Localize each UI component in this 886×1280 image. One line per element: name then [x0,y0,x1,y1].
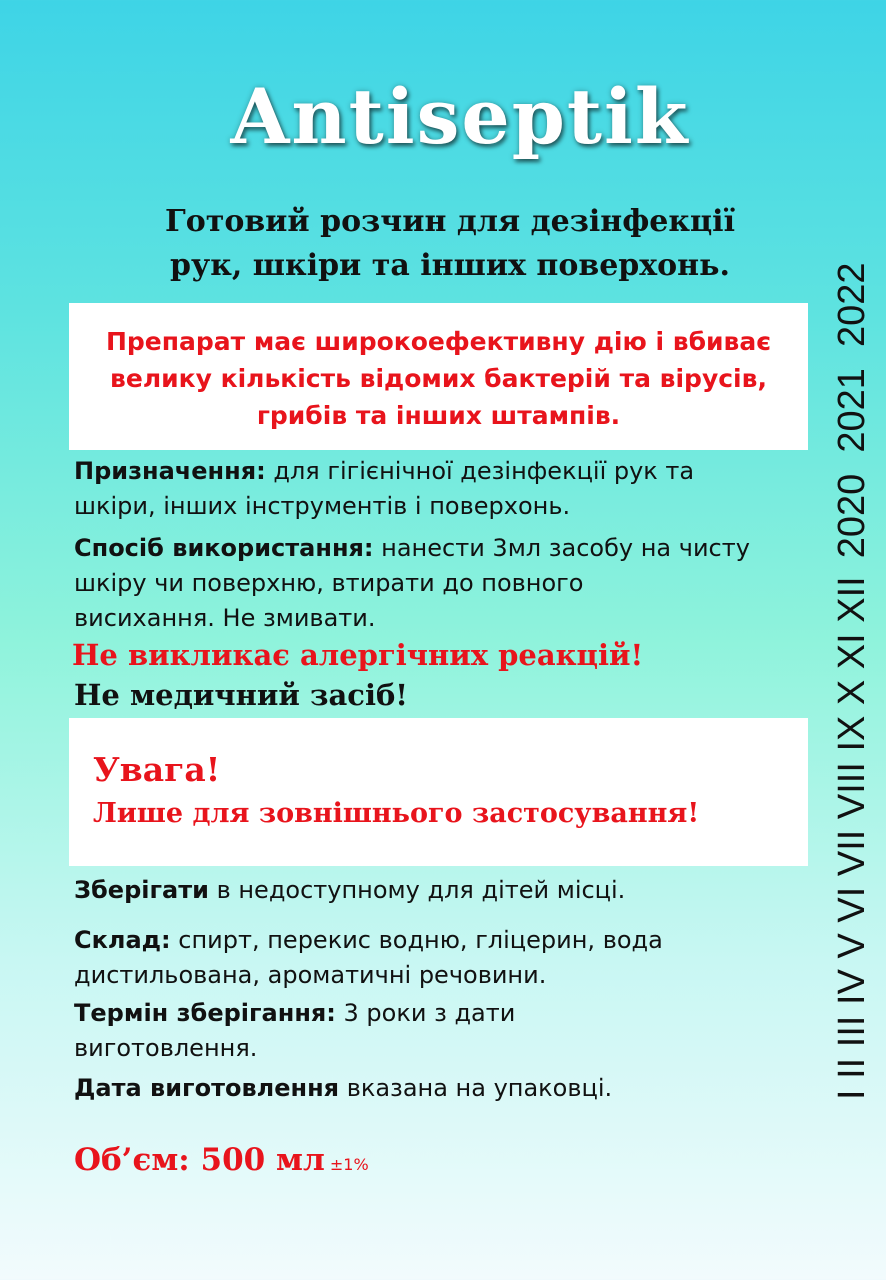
purpose-text-2: шкіри, інших інструментів і поверхонь. [74,492,571,520]
shelf-life-text-2: виготовлення. [74,1034,258,1062]
purpose-text-1: для гігієнічної дезінфекції рук та [265,457,695,485]
efficacy-notice-text [69,323,808,434]
subtitle [0,200,886,288]
notice-line-1: Препарат має широкоефективну дію і вбиває [105,327,772,356]
notice-line-2: велику кількість відомих бактерій та вірусів, [110,364,767,393]
manufacture-date-text: вказана на упаковці. [339,1074,613,1102]
side-date-marks [830,220,874,1100]
storage-text: в недоступному для дітей місці. [208,876,626,904]
efficacy-notice-box [69,303,808,450]
manufacture-date-paragraph [74,1071,824,1106]
warning-text: Лише для зовнішнього застосування! [93,798,700,829]
volume [74,1142,369,1178]
not-medical-note: Не медичний засіб! [74,678,409,712]
composition-paragraph [74,923,824,993]
usage-text-3: висихання. Не змивати. [74,604,376,632]
volume-tolerance: ±1% [324,1155,369,1174]
purpose-paragraph [74,454,824,524]
usage-paragraph [74,531,824,636]
purpose-label: Призначення: [74,457,266,485]
subtitle-line-2: рук, шкіри та інших поверхонь. [170,248,730,283]
warning-title: Увага! [93,750,221,789]
volume-label: Об’єм: 500 мл [74,1142,325,1178]
year-marks: 2020 2021 2022 [831,262,873,559]
warning-box [69,718,808,866]
page-title: Antiseptik [230,72,690,161]
storage-label: Зберігати [74,876,209,904]
shelf-life-label: Термін зберігання: [74,999,336,1027]
manufacture-date-label: Дата виготовлення [74,1074,340,1102]
composition-text-2: дистильована, ароматичні речовини. [74,961,547,989]
usage-text-1: нанести 3мл засобу на чисту [373,534,750,562]
composition-text-1: спирт, перекис водню, гліцерин, вода [170,926,663,954]
shelf-life-text-1: 3 роки з дати [335,999,516,1027]
usage-label: Спосіб використання: [74,534,374,562]
storage-paragraph [74,873,824,908]
usage-text-2: шкіру чи поверхню, втирати до повного [74,569,584,597]
notice-line-3: грибів та інших штампів. [256,401,621,430]
subtitle-line-1: Готовий розчин для дезінфекції [165,204,735,239]
composition-label: Склад: [74,926,171,954]
month-marks: I II III IV V VI VII VIII IX X XI XII [831,576,873,1100]
no-allergy-note: Не викликає алергічних реакцій! [72,638,644,672]
shelf-life-paragraph [74,996,824,1066]
